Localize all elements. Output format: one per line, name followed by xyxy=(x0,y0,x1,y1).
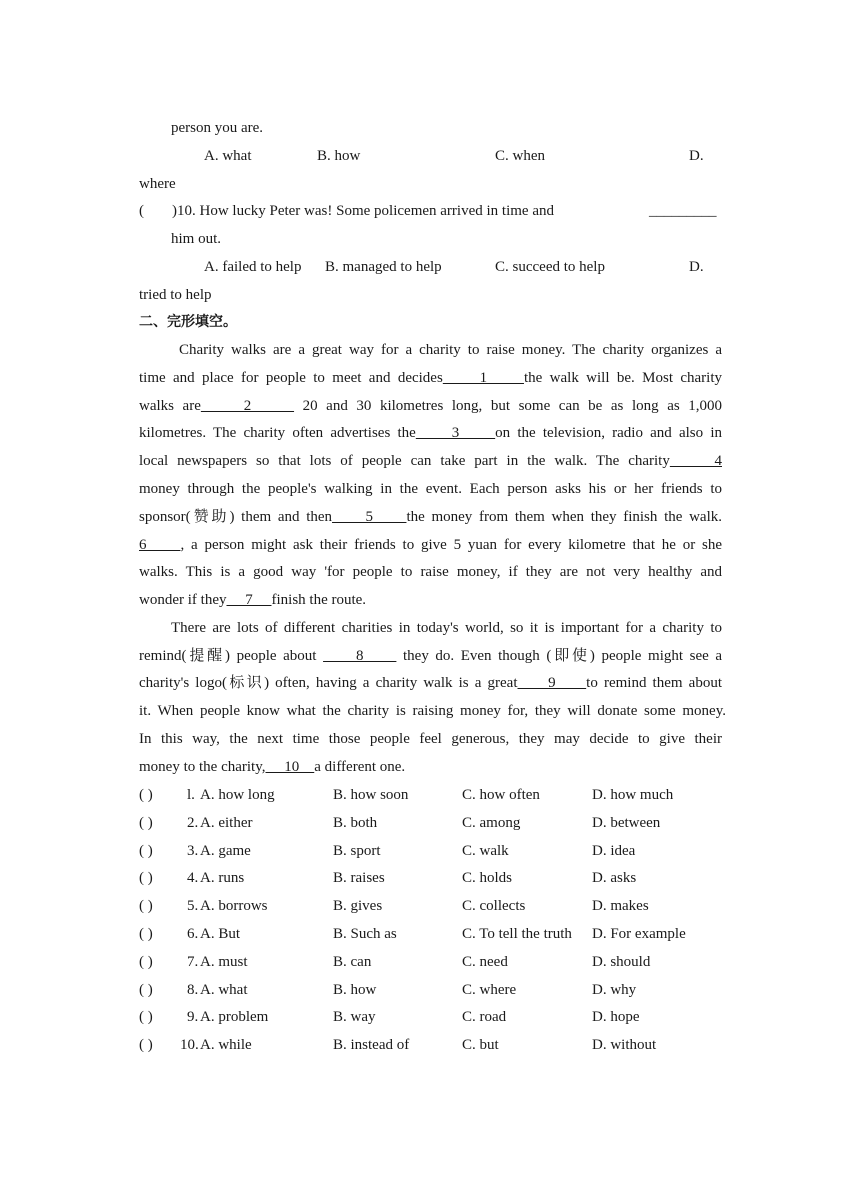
option-d[interactable]: D. asks xyxy=(592,870,637,886)
question-number: 9. xyxy=(187,1009,199,1025)
question-number: 8. xyxy=(187,982,199,998)
q10-stem xyxy=(139,200,722,222)
answer-paren[interactable]: ( ) xyxy=(139,954,153,970)
question-number: 4. xyxy=(187,870,199,886)
option-d[interactable]: D. For example xyxy=(592,926,686,942)
blank-2[interactable]: 2 xyxy=(200,398,295,414)
option-a[interactable]: A. game xyxy=(200,843,251,859)
passage-line xyxy=(139,589,722,611)
passage-line: In this way, the next time those people feel generous, they may decide to give their xyxy=(139,731,722,747)
passage-text: the money from them when they finish the walk. xyxy=(406,509,722,525)
q9-option-c[interactable]: C. when xyxy=(495,148,545,164)
question-number: 3. xyxy=(187,843,199,859)
answer-paren[interactable]: ( ) xyxy=(139,815,153,831)
option-d[interactable]: D. why xyxy=(592,982,637,998)
option-c[interactable]: C. but xyxy=(462,1037,499,1053)
passage-line xyxy=(139,756,722,778)
passage-text: money to the charity, xyxy=(139,759,266,775)
question-row xyxy=(139,895,722,917)
question-number: 5. xyxy=(187,898,199,914)
passage-text: 20 and 30 kilometres long, but some can be as long as 1,000 xyxy=(294,398,723,414)
option-a[interactable]: A. while xyxy=(200,1037,252,1053)
passage-line: Charity walks are a great way for a charity to raise money. The charity organizes a xyxy=(179,342,722,358)
q9-option-d-text[interactable]: where xyxy=(139,176,176,192)
answer-paren[interactable]: ( ) xyxy=(139,1037,153,1053)
option-a[interactable]: A. how long xyxy=(200,787,275,803)
option-a[interactable]: A. problem xyxy=(200,1009,269,1025)
passage-text: charity's logo(标识) often, having a charity walk is a great xyxy=(139,675,518,691)
q10-option-a[interactable]: A. failed to help xyxy=(204,259,302,275)
option-b[interactable]: B. Such as xyxy=(333,926,397,942)
passage-line xyxy=(139,422,722,444)
option-b[interactable]: B. instead of xyxy=(333,1037,410,1053)
question-row xyxy=(139,867,722,889)
option-a[interactable]: A. what xyxy=(200,982,248,998)
q9-stem-continuation xyxy=(139,117,722,139)
option-c[interactable]: C. walk xyxy=(462,843,509,859)
passage-text: sponsor(赞助) them and then xyxy=(139,509,333,525)
answer-paren[interactable]: ( ) xyxy=(139,1009,153,1025)
option-b[interactable]: B. way xyxy=(333,1009,376,1025)
option-a[interactable]: A. borrows xyxy=(200,898,268,914)
passage-text: finish the route. xyxy=(271,592,367,608)
option-c[interactable]: C. need xyxy=(462,954,508,970)
answer-paren[interactable]: ( ) xyxy=(139,926,153,942)
blank-10[interactable]: 10 xyxy=(265,759,315,775)
question-number: l. xyxy=(187,787,195,803)
question-row xyxy=(139,840,722,862)
q9-option-d-wrap xyxy=(139,173,722,195)
passage-text: a different one. xyxy=(314,759,406,775)
question-row xyxy=(139,979,722,1001)
option-b[interactable]: B. how xyxy=(333,982,377,998)
q9-options xyxy=(139,145,722,167)
passage-text: local newspapers so that lots of people can take part in the walk. The charity xyxy=(139,453,670,469)
blank-9[interactable]: 9 xyxy=(517,675,587,691)
answer-paren[interactable]: ( ) xyxy=(139,870,153,886)
option-b[interactable]: B. raises xyxy=(333,870,385,886)
option-c[interactable]: C. road xyxy=(462,1009,507,1025)
question-row xyxy=(139,923,722,945)
question-row xyxy=(139,784,722,806)
q9-stem-text: person you are. xyxy=(171,120,264,136)
passage-line xyxy=(139,367,722,389)
answer-paren[interactable]: ( ) xyxy=(139,898,153,914)
answer-paren[interactable]: ( ) xyxy=(139,843,153,859)
question-number: 10. xyxy=(180,1037,199,1053)
blank-5[interactable]: 5 xyxy=(332,509,407,525)
question-number: 2. xyxy=(187,815,199,831)
option-b[interactable]: B. both xyxy=(333,815,378,831)
passage-line xyxy=(139,506,722,528)
option-b[interactable]: B. how soon xyxy=(333,787,409,803)
blank-7[interactable]: 7 xyxy=(226,592,272,608)
blank-3[interactable]: 3 xyxy=(415,425,496,441)
option-a[interactable]: A. runs xyxy=(200,870,245,886)
option-a[interactable]: A. must xyxy=(200,954,248,970)
passage-text: kilometres. The charity often advertises the xyxy=(139,425,416,441)
option-d[interactable]: D. should xyxy=(592,954,651,970)
option-d[interactable]: D. between xyxy=(592,815,661,831)
option-b[interactable]: B. sport xyxy=(333,843,381,859)
question-row xyxy=(139,1006,722,1028)
blank-4[interactable]: 4 xyxy=(669,453,722,469)
passage-line xyxy=(139,672,722,694)
passage-line: money through the people's walking in the event. Each person asks his or her friends to xyxy=(139,481,722,497)
option-c[interactable]: C. how often xyxy=(462,787,540,803)
passage-line: walks. This is a good way 'for people to raise money, if they are not very healthy and xyxy=(139,564,722,580)
option-b[interactable]: B. gives xyxy=(333,898,383,914)
q10-stem-text: )10. How lucky Peter was! Some policemen arrived in time and xyxy=(172,203,554,219)
option-c[interactable]: C. among xyxy=(462,815,521,831)
passage-text: on the television, radio and also in xyxy=(495,425,722,441)
passage-text: time and place for people to meet and decides xyxy=(139,370,443,386)
option-a[interactable]: A. But xyxy=(200,926,241,942)
q9-option-a[interactable]: A. what xyxy=(204,148,252,164)
passage-text: wonder if they xyxy=(139,592,227,608)
option-d[interactable]: D. hope xyxy=(592,1009,640,1025)
passage-line xyxy=(139,645,722,667)
q10-option-d-text[interactable]: tried to help xyxy=(139,287,212,303)
blank-1[interactable]: 1 xyxy=(442,370,524,386)
blank-8[interactable]: 8 xyxy=(323,648,397,664)
option-c[interactable]: C. To tell the truth xyxy=(462,926,572,942)
option-c[interactable]: C. collects xyxy=(462,898,526,914)
question-number: 7. xyxy=(187,954,199,970)
q9-option-b[interactable]: B. how xyxy=(317,148,361,164)
passage-line: it. When people know what the charity is raising money for, they will donate some money. xyxy=(139,703,726,719)
option-d[interactable]: D. how much xyxy=(592,787,674,803)
q10-option-d[interactable]: D. xyxy=(689,259,704,275)
passage-text: , a person might ask their friends to give 5 yuan for every kilometre that he or she xyxy=(180,537,722,553)
q10-options xyxy=(139,256,722,278)
q10-stem-cont-text: him out. xyxy=(171,231,222,247)
q10-option-b[interactable]: B. managed to help xyxy=(325,259,442,275)
question-number: 6. xyxy=(187,926,199,942)
passage-line xyxy=(139,395,722,417)
question-row xyxy=(139,951,722,973)
answer-paren[interactable]: ( ) xyxy=(139,787,153,803)
blank-6[interactable]: 6 xyxy=(139,537,181,553)
passage-line: There are lots of different charities in today's world, so it is important for a charity to xyxy=(171,620,722,636)
option-d[interactable]: D. without xyxy=(592,1037,657,1053)
passage-text: to remind them about xyxy=(586,675,722,691)
passage-line xyxy=(139,534,722,556)
q10-option-c[interactable]: C. succeed to help xyxy=(495,259,605,275)
option-c[interactable]: C. where xyxy=(462,982,517,998)
section-title: 二、完形填空。 xyxy=(139,314,237,330)
option-d[interactable]: D. idea xyxy=(592,843,636,859)
passage-text: the walk will be. Most charity xyxy=(523,370,723,386)
question-row xyxy=(139,812,722,834)
passage-text: walks are xyxy=(139,398,201,414)
passage-text: remind(提醒) people about xyxy=(139,648,317,664)
q10-option-d-wrap xyxy=(139,284,722,306)
q10-stem-continuation xyxy=(139,228,722,250)
q9-option-d[interactable]: D. xyxy=(689,148,704,164)
option-a[interactable]: A. either xyxy=(200,815,253,831)
answer-paren[interactable]: ( ) xyxy=(139,982,153,998)
option-d[interactable]: D. makes xyxy=(592,898,649,914)
q10-answer-paren[interactable]: ( xyxy=(139,203,144,219)
option-b[interactable]: B. can xyxy=(333,954,372,970)
option-c[interactable]: C. holds xyxy=(462,870,513,886)
q10-blank[interactable]: _________ xyxy=(649,203,717,219)
passage-line xyxy=(139,450,722,472)
question-row xyxy=(139,1034,722,1056)
passage-text: they do. Even though (即使) people might see a xyxy=(396,648,723,664)
